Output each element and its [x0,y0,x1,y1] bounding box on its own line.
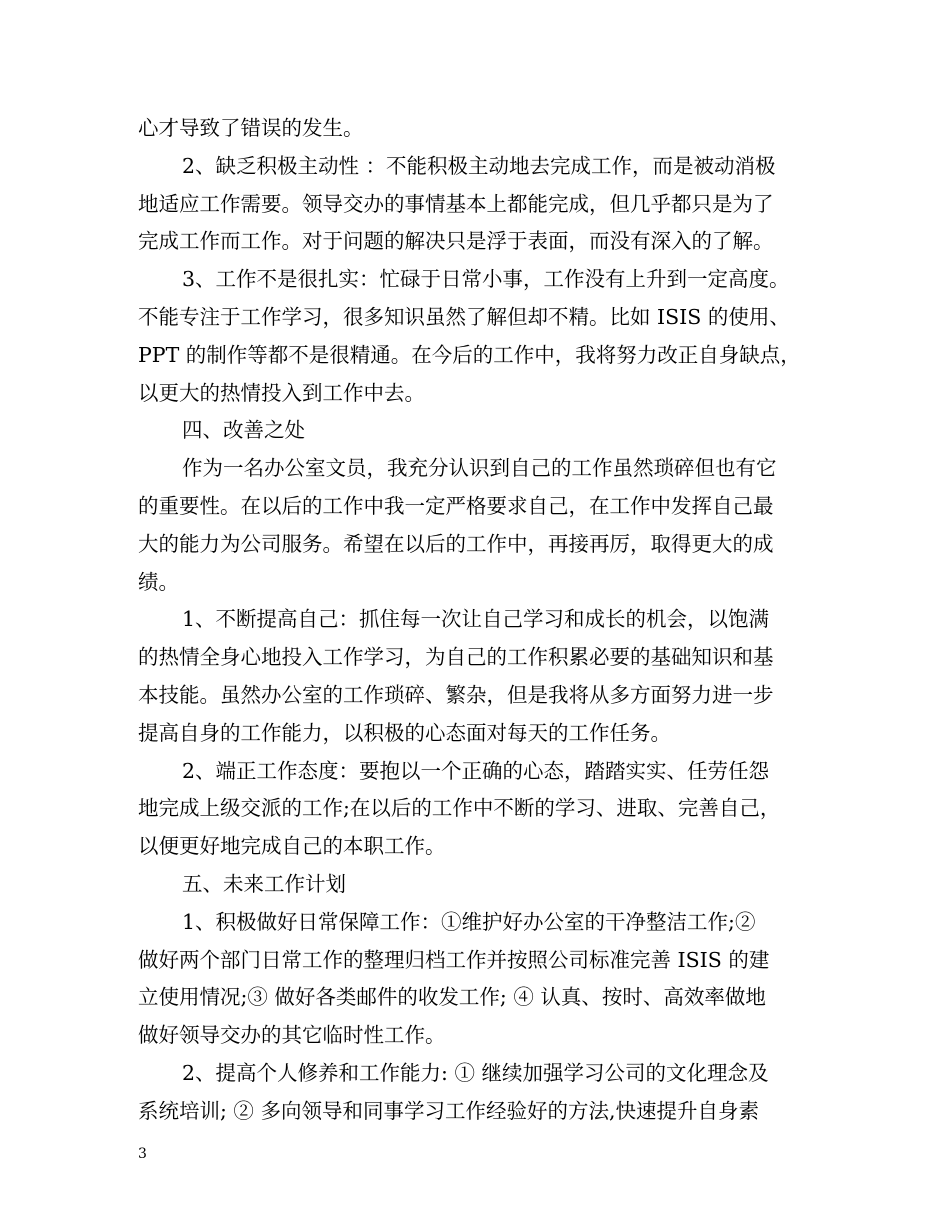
text-line: 立使用情况;③ 做好各类邮件的收发工作; ④ 认真、按时、高效率做地 [138,985,766,1010]
text-line: 不能专注于工作学习，很多知识虽然了解但却不精。比如 ISIS 的使用、 [138,304,790,329]
text-line: 五、未来工作计划 [182,871,346,896]
text-line: 完成工作而工作。对于问题的解决只是浮于表面，而没有深入的了解。 [138,229,774,254]
text-line: 的重要性。在以后的工作中我一定严格要求自己，在工作中发挥自己最 [138,493,774,518]
text-line: 本技能。虽然办公室的工作琐碎、繁杂，但是我将从多方面努力进一步 [138,682,774,707]
text-line: 以更大的热情投入到工作中去。 [138,380,425,405]
text-line: 1、不断提高自己：抓住每一次让自己学习和成长的机会，以饱满 [182,607,770,632]
text-line: 2、提高个人修养和工作能力: ① 继续加强学习公司的文化理念及 [182,1060,769,1085]
text-line: 绩。 [138,569,179,594]
text-line: 1、积极做好日常保障工作：①维护好办公室的干净整洁工作;② [182,909,756,934]
text-line: 做好领导交办的其它临时性工作。 [138,1023,446,1048]
text-line: 以便更好地完成自己的本职工作。 [138,834,446,859]
text-line: 地适应工作需要。领导交办的事情基本上都能完成，但几乎都只是为了 [138,191,774,216]
text-line: PPT 的制作等都不是很精通。在今后的工作中，我将努力改正自身缺点， [138,342,801,367]
text-line: 3、工作不是很扎实：忙碌于日常小事，工作没有上升到一定高度。 [182,267,790,292]
text-line: 作为一名办公室文员，我充分认识到自己的工作虽然琐碎但也有它 [182,456,777,481]
text-line: 心才导致了错误的发生。 [138,116,364,140]
text-line: 大的能力为公司服务。希望在以后的工作中，再接再厉，取得更大的成 [138,531,774,556]
text-line: 的热情全身心地投入工作学习，为自己的工作积累必要的基础知识和基 [138,645,774,670]
text-line: 2、端正工作态度：要抱以一个正确的心态，踏踏实实、任劳任怨 [182,758,770,783]
document-body [138,110,813,1131]
text-line: 地完成上级交派的工作;在以后的工作中不断的学习、进取、完善自己， [138,796,781,821]
text-line: 做好两个部门日常工作的整理归档工作并按照公司标准完善 ISIS 的建 [138,947,770,972]
text-line: 2、缺乏积极主动性 ：不能积极主动地去完成工作，而是被动消极 [182,153,776,178]
page-number: 3 [138,1146,147,1162]
text-line: 四、改善之处 [182,418,305,443]
text-line: 系统培训; ② 多向领导和同事学习工作经验好的方法,快速提升自身素 [138,1098,759,1123]
text-line: 提高自身的工作能力，以积极的心态面对每天的工作任务。 [138,720,671,745]
